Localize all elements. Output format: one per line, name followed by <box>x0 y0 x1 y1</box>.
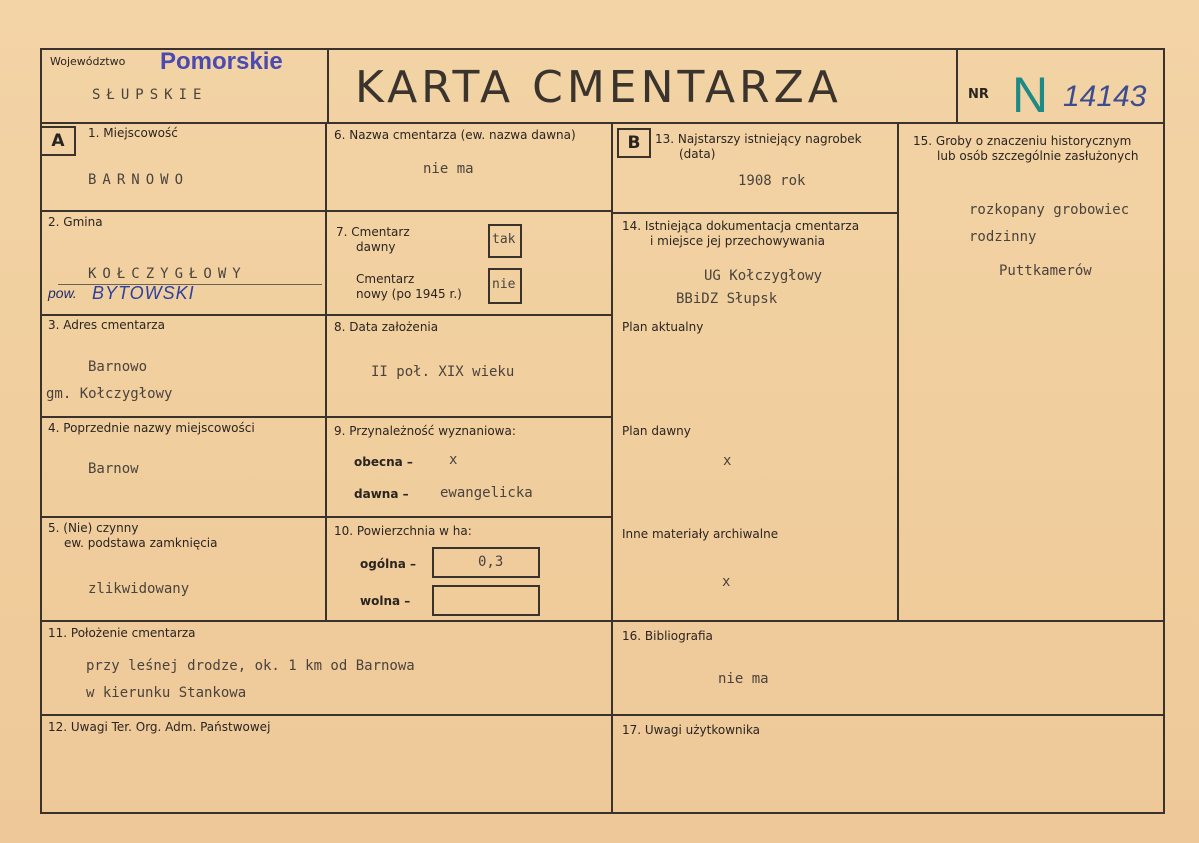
row-full-2 <box>40 714 1165 716</box>
col-divider-3 <box>897 122 899 620</box>
frame-left <box>40 48 42 814</box>
f9-current-label: obecna – <box>354 455 413 469</box>
card-title: KARTA CMENTARZA <box>355 62 842 113</box>
frame-bottom <box>40 812 1165 814</box>
f1-label: 1. Miejscowość <box>88 126 178 140</box>
f7-new-label-1: Cmentarz <box>356 272 415 286</box>
f15-line2: rodzinny <box>969 229 1037 245</box>
row-14-top <box>611 212 899 214</box>
row-left-3 <box>40 416 613 418</box>
f12-label: 12. Uwagi Ter. Org. Adm. Państwowej <box>48 720 271 734</box>
f15-label-2: lub osób szczególnie zasłużonych <box>937 149 1139 163</box>
header-divider-1 <box>327 48 329 122</box>
f13-label-1: 13. Najstarszy istniejący nagrobek <box>655 132 862 146</box>
row-left-1 <box>40 210 613 212</box>
f11-line2: w kierunku Stankowa <box>86 685 247 701</box>
f4-label: 4. Poprzednie nazwy miejscowości <box>48 421 255 435</box>
nr-number: 14143 <box>1063 80 1147 113</box>
f7-old-label-1: 7. Cmentarz <box>336 225 410 239</box>
f9-former-value: ewangelicka <box>440 485 533 501</box>
f15-label-1: 15. Groby o znaczeniu historycznym <box>913 134 1132 148</box>
f10-free-label: wolna – <box>360 594 411 608</box>
f13-label-2: (data) <box>679 147 716 161</box>
f3-label: 3. Adres cmentarza <box>48 318 165 332</box>
f10-total-value: 0,3 <box>478 554 504 570</box>
f5-label-2: ew. podstawa zamknięcia <box>64 536 218 550</box>
nr-letter: N <box>1012 67 1049 123</box>
f14-other-value: x <box>722 574 731 590</box>
f9-former-label: dawna – <box>354 487 409 501</box>
f3-line2: gm. Kołczygłowy <box>46 386 173 402</box>
wojewodztwo-value: SŁUPSKIE <box>92 87 208 103</box>
f2-label: 2. Gmina <box>48 215 103 229</box>
wojewodztwo-label: Województwo <box>50 55 126 68</box>
f5-label-1: 5. (Nie) czynny <box>48 521 139 535</box>
f14-plan-old-value: x <box>723 453 732 469</box>
f6-label: 6. Nazwa cmentarza (ew. nazwa dawna) <box>334 128 576 142</box>
f10-total-label: ogólna – <box>360 557 417 571</box>
f11-line1: przy leśnej drodze, ok. 1 km od Barnowa <box>86 658 415 674</box>
f7-old-value: tak <box>492 232 516 247</box>
f9-current-value: x <box>449 452 458 468</box>
f17-label: 17. Uwagi użytkownika <box>622 723 761 737</box>
f4-value: Barnow <box>88 461 139 477</box>
wojewodztwo-stamp: Pomorskie <box>160 48 283 75</box>
f6-value: nie ma <box>423 161 474 177</box>
f14-plan-old-label: Plan dawny <box>622 424 691 438</box>
f8-value: II poł. XIX wieku <box>371 364 515 380</box>
f2-hand-prefix: pow. <box>48 285 77 301</box>
frame-right <box>1163 48 1165 814</box>
col-divider-2 <box>611 122 613 814</box>
section-a-box: A <box>40 126 76 156</box>
row-full-1 <box>40 620 1165 622</box>
f10-label: 10. Powierzchnia w ha: <box>334 524 472 538</box>
f2-value: KOŁCZYGŁOWY <box>88 266 247 282</box>
header-divider-2 <box>956 48 958 122</box>
f9-label: 9. Przynależność wyznaniowa: <box>334 424 516 438</box>
row-left-4 <box>40 516 613 518</box>
f14-line1: UG Kołczygłowy <box>704 268 823 284</box>
f14-plan-current-label: Plan aktualny <box>622 320 704 334</box>
row-left-2 <box>40 314 613 316</box>
f14-label-2: i miejsce jej przechowywania <box>650 234 825 248</box>
f3-line1: Barnowo <box>88 359 148 375</box>
f16-value: nie ma <box>718 671 769 687</box>
f16-label: 16. Bibliografia <box>622 629 713 643</box>
f8-label: 8. Data założenia <box>334 320 439 334</box>
f15-line1: rozkopany grobowiec <box>969 202 1130 218</box>
f14-line2: BBiDZ Słupsk <box>676 291 778 307</box>
f10-free-box <box>432 585 540 616</box>
f7-new-value: nie <box>492 277 516 292</box>
f13-value: 1908 rok <box>738 173 806 189</box>
f2-hand-value: BYTOWSKI <box>92 283 195 303</box>
nr-label: NR <box>968 87 989 102</box>
f15-line3: Puttkamerów <box>999 263 1092 279</box>
section-b-box: B <box>617 128 651 158</box>
f7-new-label-2: nowy (po 1945 r.) <box>356 287 462 301</box>
f7-old-label-2: dawny <box>356 240 396 254</box>
f5-value: zlikwidowany <box>88 581 190 597</box>
f14-label-1: 14. Istniejąca dokumentacja cmentarza <box>622 219 860 233</box>
header-bottom <box>40 122 1165 124</box>
f11-label: 11. Położenie cmentarza <box>48 626 196 640</box>
col-divider-1 <box>325 122 327 620</box>
f1-value: BARNOWO <box>88 172 190 188</box>
f14-other-label: Inne materiały archiwalne <box>622 527 779 541</box>
